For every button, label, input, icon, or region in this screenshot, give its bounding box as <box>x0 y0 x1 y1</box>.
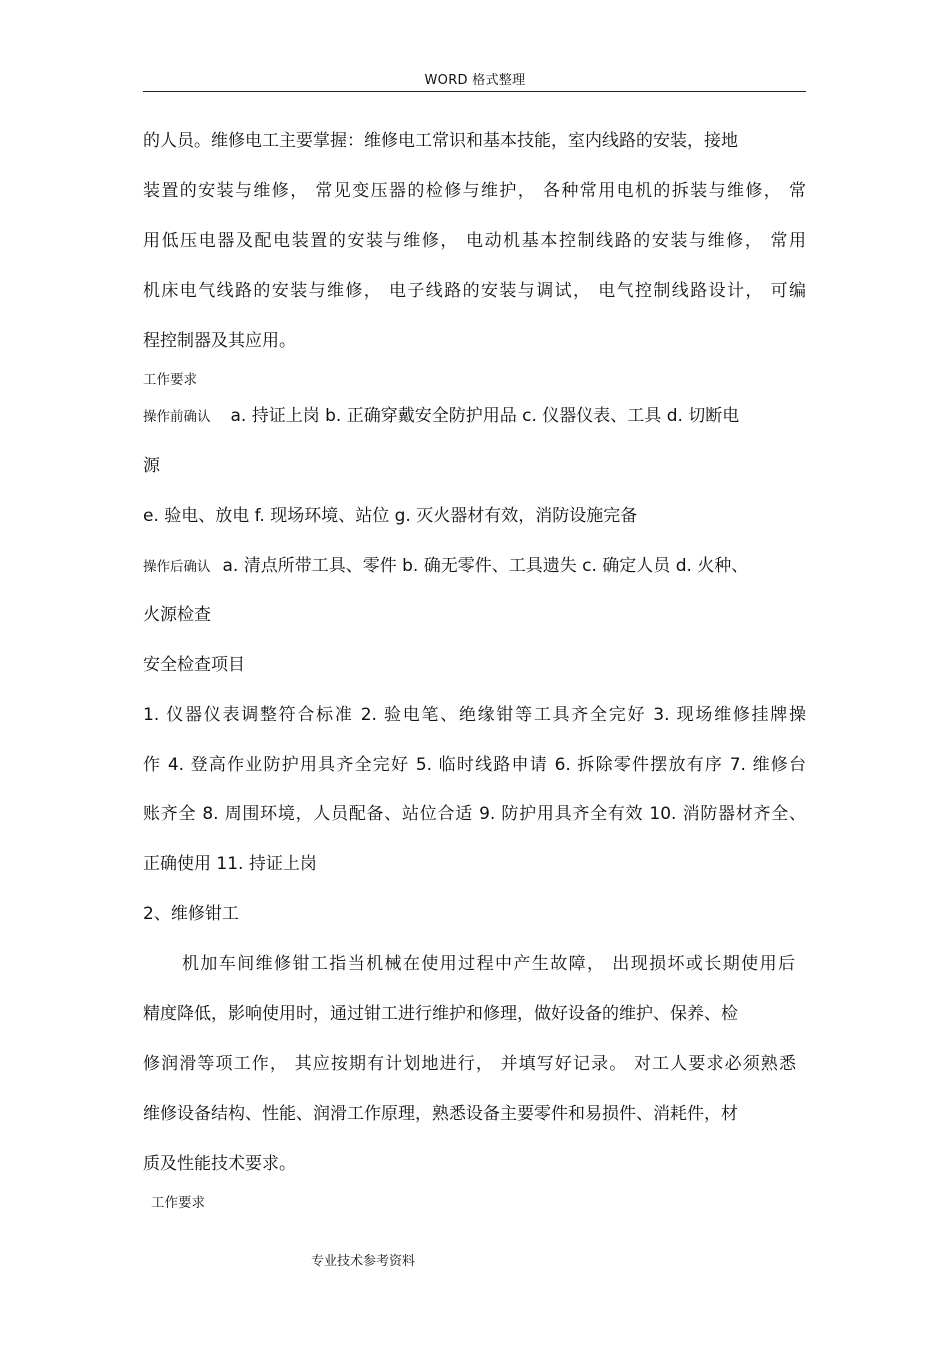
section-heading-maintenance-fitter: 2、维修钳工 <box>143 904 239 924</box>
section-heading-work-requirements: 工作要求 <box>151 1195 205 1211</box>
body-line: 火源检查 <box>143 605 211 625</box>
after-operation-line <box>143 554 748 578</box>
body-line: e. 验电、放电 f. 现场环境、站位 g. 灭火器材有效，消防设施完备 <box>143 506 638 526</box>
after-confirm-label: 操作后确认 <box>143 559 211 575</box>
body-line: 1. 仪器仪表调整符合标准 2. 验电笔、绝缘钳等工具齐全完好 3. 现场维修挂牌操 <box>143 705 806 725</box>
section-heading-work-requirements: 工作要求 <box>143 372 197 388</box>
before-confirm-label: 操作前确认 <box>143 409 211 425</box>
after-confirm-items: a. 清点所带工具、零件 b. 确无零件、工具遗失 c. 确定人员 d. 火种、 <box>222 556 749 576</box>
body-line: 机床电气线路的安装与维修， 电子线路的安装与调试， 电气控制线路设计， 可编 <box>143 281 806 301</box>
before-operation-line <box>143 404 739 428</box>
body-line: 作 4. 登高作业防护用具齐全完好 5. 临时线路申请 6. 拆除零件摆放有序 7. 维修台 <box>143 755 806 775</box>
page-footer: 专业技术参考资料 <box>311 1254 416 1269</box>
body-line: 装置的安装与维修， 常见变压器的检修与维护， 各种常用电机的拆装与维修， 常 <box>143 181 806 201</box>
body-line: 正确使用 11. 持证上岗 <box>143 854 317 874</box>
body-line: 维修设备结构、性能、润滑工作原理，熟悉设备主要零件和易损件、消耗件，材 <box>143 1104 738 1124</box>
section-heading-safety-check: 安全检查项目 <box>143 655 245 675</box>
body-line: 用低压电器及配电装置的安装与维修， 电动机基本控制线路的安装与维修， 常用 <box>143 231 806 251</box>
header-rule <box>143 91 806 92</box>
body-line: 账齐全 8. 周围环境，人员配备、站位合适 9. 防护用具齐全有效 10. 消防器材齐全、 <box>143 804 806 824</box>
body-line: 质及性能技术要求。 <box>143 1154 296 1174</box>
body-line: 修润滑等项工作， 其应按期有计划地进行， 并填写好记录。 对工人要求必须熟悉 <box>143 1054 796 1074</box>
body-line: 程控制器及其应用。 <box>143 331 296 351</box>
body-line: 机加车间维修钳工指当机械在使用过程中产生故障， 出现损坏或长期使用后 <box>182 954 795 974</box>
page-header-title: WORD 格式整理 <box>424 73 526 88</box>
body-line: 精度降低，影响使用时，通过钳工进行维护和修理，做好设备的维护、保养、检 <box>143 1004 738 1024</box>
body-line: 的人员。维修电工主要掌握：维修电工常识和基本技能，室内线路的安装，接地 <box>143 131 738 151</box>
before-confirm-items: a. 持证上岗 b. 正确穿戴安全防护用品 c. 仪器仪表、工具 d. 切断电 <box>230 406 740 426</box>
body-line: 源 <box>143 456 160 476</box>
